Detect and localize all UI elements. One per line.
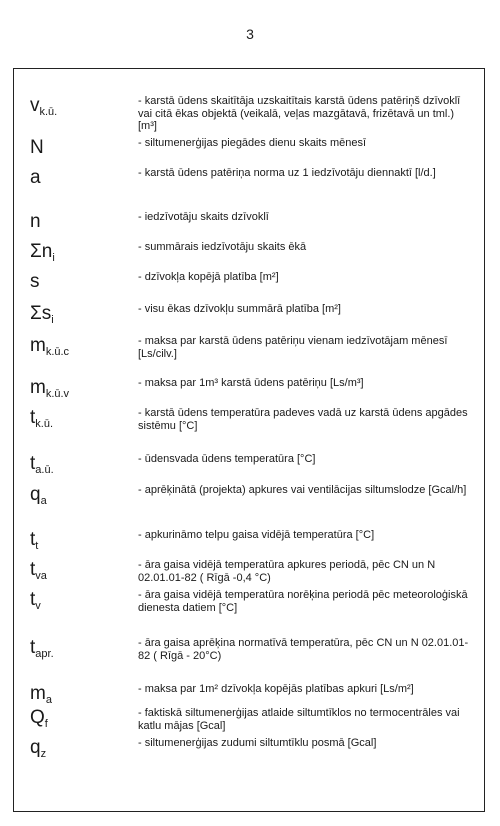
symbol: n [30, 211, 41, 232]
definition-text: - siltumenerģijas piegādes dienu skaits mēnesī [138, 137, 367, 149]
symbol: $t_{k.ū.}$ [30, 407, 54, 430]
definition-text: - summārais iedzīvotāju skaits ēkā [138, 241, 307, 253]
symbol: N [30, 137, 44, 158]
symbol: s [30, 271, 40, 292]
symbol: $\Sigma n_i$ [30, 241, 55, 264]
definition-text: - visu ēkas dzīvokļu summārā platība [m²] [138, 303, 341, 315]
definition-text: - āra gaisa vidējā temperatūra norēķina periodā pēc meteoroloģiskā dienesta datiem [°C] [138, 589, 468, 614]
definitions-frame [13, 68, 485, 812]
definition-text: - āra gaisa aprēķina normatīvā temperatūra, pēc CN un N 02.01.01-82 ( Rīgā - 20°C) [138, 637, 469, 662]
symbol: $t_{va}$ [30, 559, 47, 582]
definition-text: - apkurināmo telpu gaisa vidējā temperatūra [°C] [138, 529, 375, 541]
symbol: $m_{k.ū.c}$ [30, 335, 70, 358]
definition-text: - karstā ūdens patēriņa norma uz 1 iedzīvotāju diennaktī [l/d.] [138, 167, 436, 179]
symbol: $q_z$ [30, 737, 47, 760]
definition-text: - karstā ūdens temperatūra padeves vadā uz karstā ūdens apgādes sistēmu [°C] [138, 407, 468, 432]
definition-text: - maksa par karstā ūdens patēriņu vienam iedzīvotājam mēnesī [Ls/cilv.] [138, 335, 448, 360]
definition-text: - dzīvokļa kopējā platība [m²] [138, 271, 279, 283]
definition-text: - āra gaisa vidējā temperatūra apkures periodā, pēc CN un N 02.01.01-82 ( Rīgā -0,4 °C) [138, 559, 436, 584]
symbol: $t_{apr.}$ [30, 637, 54, 660]
symbol: a [30, 167, 41, 188]
definition-text: - maksa par 1m³ karstā ūdens patēriņu [Ls/m³] [138, 377, 364, 389]
page-number: 3 [246, 26, 254, 42]
definition-text: - siltumenerģijas zudumi siltumtīklu posmā [Gcal] [138, 737, 377, 749]
symbol: $t_{a.ū.}$ [30, 453, 54, 476]
symbol: $t_t$ [30, 529, 39, 552]
symbol: $v_{k.ū.}$ [30, 95, 58, 118]
symbol: $m_{k.ū.v}$ [30, 377, 70, 400]
symbol: $t_v$ [30, 589, 41, 612]
definition-text: - ūdensvada ūdens temperatūra [°C] [138, 453, 316, 465]
symbol: $Q_f$ [30, 707, 48, 730]
definition-text: - aprēķinātā (projekta) apkures vai ventilācijas siltumslodze [Gcal/h] [138, 484, 467, 496]
definition-text: - karstā ūdens skaitītāja uzskaitītais karstā ūdens patēriņš dzīvoklī vai citā ēkas objektā (veikalā, veļas mazgātavā, frizētavā un tml.) [m³] [138, 95, 461, 132]
symbol: $\Sigma s_i$ [30, 303, 54, 326]
symbol: $m_a$ [30, 683, 52, 706]
definition-text: - faktiskā siltumenerģijas atlaide siltumtīklos no termocentrāles vai katlu mājas [Gcal] [138, 707, 460, 732]
symbol: $q_a$ [30, 484, 47, 507]
definition-text: - iedzīvotāju skaits dzīvoklī [138, 211, 269, 223]
definition-text: - maksa par 1m² dzīvokļa kopējās platības apkuri [Ls/m²] [138, 683, 414, 695]
